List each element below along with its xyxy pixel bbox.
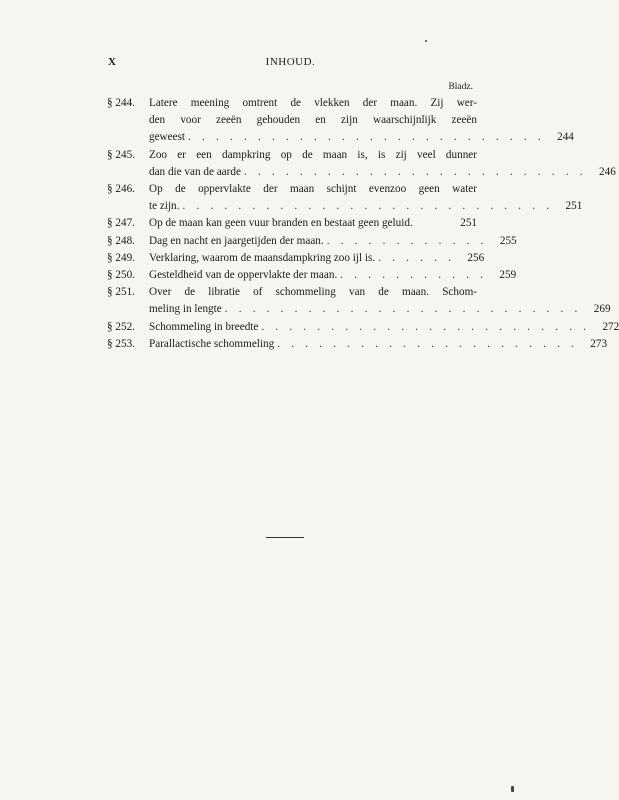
entry-title: dan die van de aarde (149, 165, 241, 178)
page-reference: 244 (557, 131, 574, 144)
entry-body (149, 319, 619, 336)
page-reference: 273 (590, 337, 608, 350)
paper-speck (425, 40, 427, 42)
entry-final-line (149, 301, 611, 318)
toc-entry (107, 250, 485, 267)
page-reference: 251 (460, 217, 477, 230)
toc-entry (107, 284, 611, 318)
dot-leader: . . . . . . . . . . . . . . . . . . . . . . . . (261, 320, 591, 333)
toc-entry (107, 147, 616, 181)
entry-body (149, 147, 616, 181)
entry-final-line (149, 336, 608, 353)
section-number: § 252. (107, 320, 135, 333)
entry-title: Schommeling in breedte (149, 320, 259, 333)
entry-title: Parallactische schommeling (149, 337, 275, 350)
entry-text-line: Over de libratie of schommeling van de maan. Schom- (149, 286, 477, 299)
entry-title: Dag en nacht en jaargetijden der maan. (149, 234, 324, 247)
closing-rule (266, 537, 304, 538)
dot-leader: . . . . . . (378, 251, 456, 264)
entry-final-line (149, 319, 619, 336)
page-reference: 272 (602, 320, 619, 333)
section-number: § 249. (107, 251, 135, 264)
entry-text-line: Op de oppervlakte der maan schijnt evenzoo geen water (149, 183, 477, 196)
entry-title: Gesteldheid van de oppervlakte der maan. (149, 269, 338, 282)
entry-final-line (149, 233, 517, 250)
entry-final-line (149, 215, 477, 232)
entry-final-line (149, 267, 517, 284)
entry-text-line: Latere meening omtrent de vlekken der maan. Zij wer- (149, 97, 477, 109)
entry-title: Op de maan kan geen vuur branden en bestaat geen geluid. (149, 217, 413, 230)
toc-entry (107, 336, 608, 353)
table-of-contents (107, 95, 619, 353)
page-reference: 251 (565, 200, 583, 213)
section-number: § 247. (107, 217, 135, 230)
page-reference: 269 (593, 303, 611, 316)
paper-speck (511, 786, 514, 792)
section-number: § 245. (107, 148, 135, 161)
entry-final-line (149, 250, 485, 267)
entry-body (149, 233, 517, 250)
page-reference: 256 (467, 251, 485, 264)
page-header (108, 56, 473, 72)
entry-body (149, 95, 574, 147)
toc-entry (107, 215, 477, 232)
entry-text-line: Zoo er een dampkring op de maan is, is zij veel dunner (149, 148, 477, 161)
entry-body (149, 215, 477, 232)
section-number: § 246. (107, 183, 135, 196)
entry-title: geweest (149, 131, 186, 144)
dot-leader: . . . . . . . . . . . . . . . . . . . . . . (277, 337, 579, 350)
dot-leader: . . . . . . . . . . . . (326, 234, 488, 247)
page-reference: 259 (499, 269, 517, 282)
toc-entry (107, 95, 574, 147)
section-number: § 248. (107, 234, 135, 247)
section-number: § 250. (107, 269, 135, 282)
toc-entry (107, 181, 583, 215)
dot-leader: . . . . . . . . . . . . . . . . . . . . . . . . . . (224, 303, 582, 316)
page-reference: 255 (499, 234, 517, 247)
entry-text-line: den voor zeeën gehouden en zijn waarschijnlijk zeeën (149, 114, 477, 127)
page-number-roman: X (108, 56, 117, 68)
dot-leader: . . . . . . . . . . . . . . . . . . . . . . . . . (243, 165, 587, 178)
toc-entry (107, 319, 619, 336)
entry-body (149, 181, 583, 215)
entry-final-line (149, 129, 574, 146)
dot-leader: . . . . . . . . . . . (340, 269, 488, 282)
entry-title: Verklaring, waarom de maansdampkring zoo ijl is. (149, 251, 376, 264)
dot-leader: . . . . . . . . . . . . . . . . . . . . . . . . . . (188, 131, 545, 144)
page-title: INHOUD. (265, 56, 316, 68)
section-number: § 244. (107, 97, 135, 109)
section-number: § 251. (107, 286, 135, 299)
page-reference: 246 (599, 165, 616, 178)
toc-entry (107, 267, 517, 284)
entry-final-line (149, 198, 583, 215)
toc-entry (107, 233, 517, 250)
page-column-label: Bladz. (448, 82, 473, 92)
dot-leader: . . . . . . . . . . . . . . . . . . . . . . . . . . . (182, 200, 554, 213)
entry-body (149, 336, 608, 353)
entry-title: te zijn. (149, 200, 180, 213)
entry-final-line (149, 164, 616, 181)
entry-title: meling in lengte (149, 303, 222, 316)
entry-body (149, 250, 485, 267)
entry-body (149, 284, 611, 318)
section-number: § 253. (107, 337, 135, 350)
entry-body (149, 267, 517, 284)
